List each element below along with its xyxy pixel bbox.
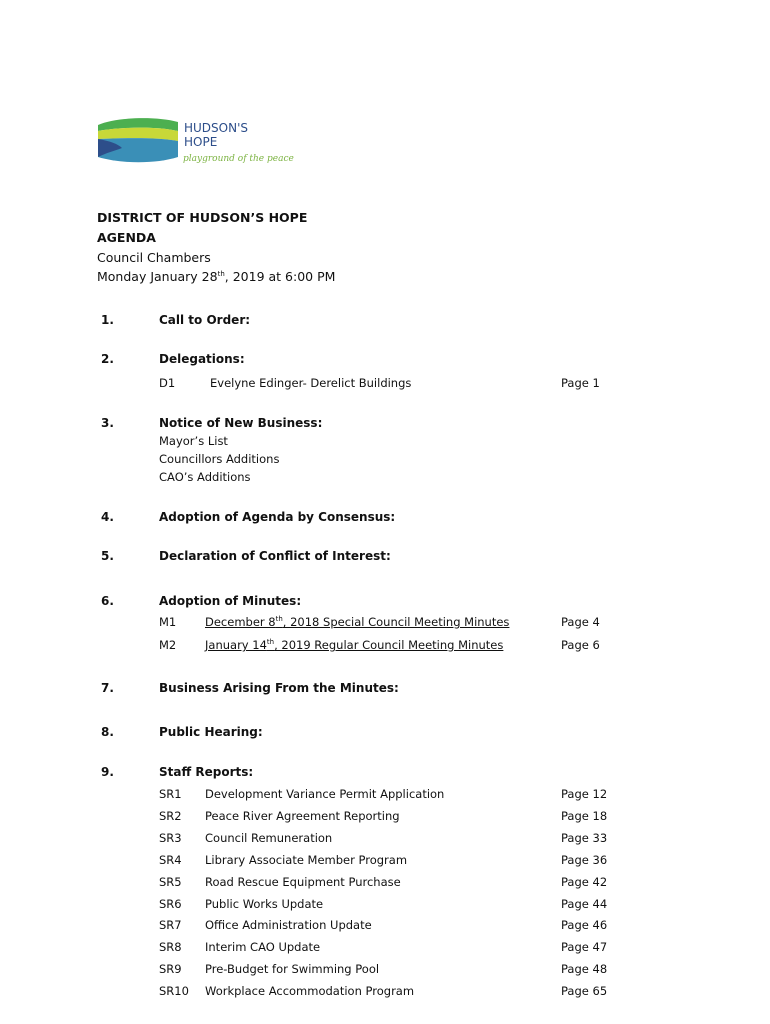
new-business-mayors-list: Mayor’s List bbox=[159, 434, 228, 448]
report-title: Road Rescue Equipment Purchase bbox=[205, 875, 401, 889]
delegation-code: D1 bbox=[159, 376, 176, 390]
item-number: 6. bbox=[101, 594, 114, 608]
report-page: Page 33 bbox=[561, 831, 608, 845]
logo-tagline: playground of the peace bbox=[183, 154, 294, 164]
item-number: 7. bbox=[101, 681, 114, 695]
report-title: Library Associate Member Program bbox=[205, 853, 408, 867]
report-title: Office Administration Update bbox=[205, 918, 372, 932]
report-page: Page 36 bbox=[561, 853, 608, 867]
report-code: SR5 bbox=[159, 875, 182, 889]
m2-post: , 2019 Regular Council Meeting Minutes bbox=[274, 638, 504, 652]
item-number: 1. bbox=[101, 313, 114, 327]
date-pre: Monday January 28 bbox=[97, 269, 218, 284]
report-page: Page 46 bbox=[561, 918, 608, 932]
item-heading-staff-reports: Staff Reports: bbox=[159, 765, 254, 779]
minutes-link-m1[interactable] bbox=[205, 615, 509, 629]
minutes-code: M2 bbox=[159, 638, 177, 652]
item-number: 9. bbox=[101, 765, 114, 779]
report-code: SR4 bbox=[159, 853, 182, 867]
item-heading-new-business: Notice of New Business: bbox=[159, 416, 323, 430]
m1-sup: th bbox=[275, 615, 283, 624]
item-number: 8. bbox=[101, 725, 114, 739]
date-post: , 2019 at 6:00 PM bbox=[224, 269, 336, 284]
report-page: Page 12 bbox=[561, 787, 608, 801]
item-number: 3. bbox=[101, 416, 114, 430]
logo-line1: HUDSON'S bbox=[184, 121, 249, 135]
report-code: SR2 bbox=[159, 809, 182, 823]
report-title: Peace River Agreement Reporting bbox=[205, 809, 400, 823]
item-heading-public-hearing: Public Hearing: bbox=[159, 725, 263, 739]
m2-sup: th bbox=[266, 638, 275, 647]
m1-pre: December 8 bbox=[205, 615, 276, 629]
report-title: Pre-Budget for Swimming Pool bbox=[205, 962, 380, 976]
item-heading-adoption-minutes: Adoption of Minutes: bbox=[159, 594, 302, 608]
new-business-councillors: Councillors Additions bbox=[159, 452, 280, 466]
report-title: Public Works Update bbox=[205, 897, 324, 911]
item-heading-business-arising: Business Arising From the Minutes: bbox=[159, 681, 399, 695]
report-page: Page 44 bbox=[561, 897, 608, 911]
report-code: SR8 bbox=[159, 940, 182, 954]
report-page: Page 47 bbox=[561, 940, 608, 954]
m1-post: , 2018 Special Council Meeting Minutes bbox=[282, 615, 510, 629]
item-number: 5. bbox=[101, 549, 114, 563]
minutes-code: M1 bbox=[159, 615, 177, 629]
new-business-cao: CAO’s Additions bbox=[159, 470, 251, 484]
report-code: SR10 bbox=[159, 984, 189, 998]
report-title: Council Remuneration bbox=[205, 831, 333, 845]
item-heading-conflict-interest: Declaration of Conflict of Interest: bbox=[159, 549, 391, 563]
meeting-date bbox=[97, 269, 335, 284]
delegation-page: Page 1 bbox=[561, 376, 600, 390]
item-heading-call-to-order: Call to Order: bbox=[159, 313, 251, 327]
district-title: DISTRICT OF HUDSON’S HOPE bbox=[97, 210, 308, 225]
logo-line2: HOPE bbox=[184, 135, 218, 149]
report-title: Interim CAO Update bbox=[205, 940, 321, 954]
report-title: Development Variance Permit Application bbox=[205, 787, 445, 801]
report-page: Page 18 bbox=[561, 809, 608, 823]
report-page: Page 65 bbox=[561, 984, 608, 998]
report-code: SR6 bbox=[159, 897, 182, 911]
m2-pre: January 14 bbox=[205, 638, 267, 652]
item-heading-adoption-agenda: Adoption of Agenda by Consensus: bbox=[159, 510, 396, 524]
minutes-page: Page 6 bbox=[561, 638, 600, 652]
delegation-title: Evelyne Edinger- Derelict Buildings bbox=[210, 376, 412, 390]
agenda-title: AGENDA bbox=[97, 230, 156, 245]
logo-graphic bbox=[96, 117, 300, 167]
report-page: Page 42 bbox=[561, 875, 608, 889]
item-heading-delegations: Delegations: bbox=[159, 352, 245, 366]
meeting-location: Council Chambers bbox=[97, 250, 211, 265]
hudsons-hope-logo bbox=[96, 117, 300, 167]
item-number: 2. bbox=[101, 352, 114, 366]
report-code: SR9 bbox=[159, 962, 182, 976]
minutes-page: Page 4 bbox=[561, 615, 600, 629]
report-code: SR7 bbox=[159, 918, 182, 932]
report-title: Workplace Accommodation Program bbox=[205, 984, 415, 998]
report-code: SR1 bbox=[159, 787, 182, 801]
minutes-link-m2[interactable] bbox=[205, 638, 503, 652]
date-sup: th bbox=[217, 269, 225, 278]
item-number: 4. bbox=[101, 510, 114, 524]
report-code: SR3 bbox=[159, 831, 182, 845]
report-page: Page 48 bbox=[561, 962, 608, 976]
